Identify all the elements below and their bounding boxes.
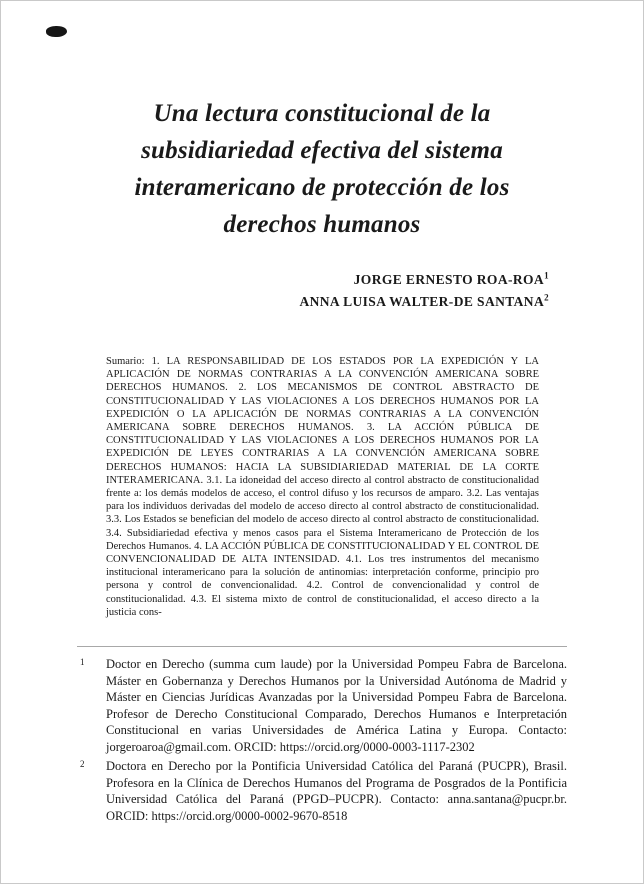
article-title <box>77 95 567 243</box>
footnote-text: Doctora en Derecho por la Pontificia Universidad Católica del Paraná (PUCPR), Brasil. Profesora en la Clínica de Derechos Humanos del Programa de Posgrados de la Pontificia Universidad Católica del Paraná (PPGD–PUCPR). Contacto: anna.santana@pucpr.br. ORCID: https://orcid.org/0000-0002-9670-8518 <box>106 759 567 823</box>
footnote-separator-rule <box>77 646 567 647</box>
author-footnote-ref: 1 <box>544 270 549 281</box>
footnote-number: 1 <box>80 657 85 668</box>
footnotes-section <box>77 656 567 824</box>
author-name-text: ANNA LUISA WALTER-DE SANTANA <box>299 294 545 309</box>
title-line: subsidiariedad efectiva del sistema <box>141 137 503 164</box>
title-line: derechos humanos <box>223 211 421 238</box>
summary-label: Sumario: <box>106 356 145 367</box>
footnote <box>77 656 567 755</box>
footnote-number: 2 <box>80 759 85 770</box>
author-block <box>77 269 567 313</box>
author-name <box>77 291 549 313</box>
scan-artifact-mark <box>46 25 68 37</box>
footnote <box>77 758 567 824</box>
author-footnote-ref: 2 <box>544 292 549 303</box>
author-name-text: JORGE ERNESTO ROA-ROA <box>353 272 545 287</box>
title-line: Una lectura constitucional de la <box>153 100 491 127</box>
footnote-text: Doctor en Derecho (summa cum laude) por la Universidad Pompeu Fabra de Barcelona. Máster en Gobernanza y Derechos Humanos por la Universidad Autónoma de Madrid y Máster en Ciencias Jurídicas Avanzadas por la Universidad Pompeu Fabra de Barcelona. Profesor de Derecho Constitucional Comparado, Derechos Humanos e Interpretación Constitucional en varias Universidades de América Latina y Europa. Contacto: jorgeroaroa@gmail.com. ORCID: https://orcid.org/0000-0003-1117-2302 <box>106 657 567 754</box>
author-name <box>77 269 549 291</box>
title-line: interamericano de protección de los <box>134 174 510 201</box>
page-content <box>1 95 643 824</box>
summary-text: 1. LA RESPONSABILIDAD DE LOS ESTADOS POR LA EXPEDICIÓN Y LA APLICACIÓN DE NORMAS CONTRARIAS A LA CONVENCIÓN AMERICANA SOBRE DERECHOS HUMANOS. 2. LOS MECANISMOS DE CONTROL ABSTRACTO DE CONSTITUCIONALIDAD Y LAS VIOLACIONES A LOS DERECHOS HUMANOS POR LA EXPEDICIÓN O LA APLICACIÓN DE NORMAS CONTRARIAS A LA CONVENCIÓN AMERICANA SOBRE DERECHOS HUMANOS. 3. LA ACCIÓN PÚBLICA DE CONSTITUCIONALIDAD Y LAS VIOLACIONES A LOS DERECHOS HUMANOS POR LA EXPEDICIÓN DE LEYES CONTRARIAS A LA CONVENCIÓN AMERICANA SOBRE DERECHOS HUMANOS: HACIA LA SUBSIDIARIEDAD MATERIAL DE LA CORTE INTERAMERICANA. 3.1. La idoneidad del acceso directo al control abstracto de constitucionalidad frente a: los demás modelos de acceso, el control difuso y los recursos de amparo. 3.2. Las ventajas para los individuos derivadas del modelo de acceso directo al control abstracto de constitucionalidad. 3.3. Los Estados se benefician del modelo de acceso directo al control abstracto de constitucionalidad. 3.4. Subsidiariedad efectiva y menos casos para el Sistema Interamericano de Protección de los Derechos Humanos. 4. LA ACCIÓN PÚBLICA DE CONSTITUCIONALIDAD Y EL CONTROL DE CONVENCIONALIDAD DE ALTA INTENSIDAD. 4.1. Los tres instrumentos del mecanismo institucional interamericano para la solución de antinomias: interpretación conforme, principio pro persona y control de convencionalidad. 4.2. Control de convencionalidad y control de constitucionalidad. 4.3. El sistema mixto de control de constitucionalidad, el acceso directo a la justicia cons- <box>106 356 539 618</box>
summary-paragraph <box>77 355 567 619</box>
